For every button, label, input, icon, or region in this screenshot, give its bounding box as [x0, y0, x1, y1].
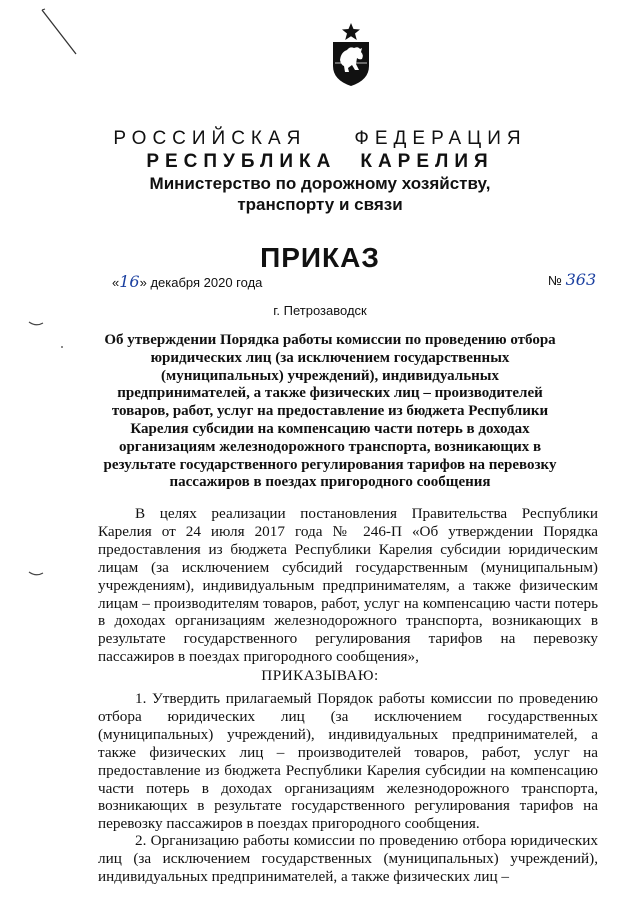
- ministry-line-1: Министерство по дорожному хозяйству,: [149, 174, 491, 193]
- handwritten-day: 16: [119, 272, 140, 291]
- date-open-quote: «: [112, 275, 120, 290]
- city-line: г. Петрозаводск: [273, 303, 367, 318]
- republic-heading: [0, 151, 640, 173]
- preamble-paragraph: В целях реализации постановления Правительства Республики Карелия от 24 июля 2017 года № 246-П «Об утверждении Порядка предоставления из бюджета Республики Карелия субсидии юридическим лицам (за исключением субсидий государственным (муниципальным) учреждениям), индивидуальным предпринимателям, а также физическим лицам – производителям товаров, работ, услуг на компенсацию части потерь в доходах организациям железнодорожного транспорта, возникающих в результате государственного регулирования тарифов на перевозку пассажиров в поездах пригородного сообщения»,: [98, 505, 598, 666]
- number-label: №: [548, 273, 562, 288]
- handwritten-number: 363: [565, 270, 597, 289]
- date-month-year: декабря 2020 года: [150, 275, 263, 290]
- country-word-2: ФЕДЕРАЦИЯ: [354, 128, 527, 149]
- margin-dot: [60, 345, 64, 349]
- republic-word-1: РЕСПУБЛИКА: [146, 151, 337, 172]
- country-heading: [0, 128, 640, 150]
- margin-mark: [28, 320, 44, 328]
- republic-word-2: КАРЕЛИЯ: [360, 151, 494, 172]
- ministry-heading: [0, 173, 640, 215]
- document-number: [548, 270, 596, 289]
- ministry-line-2: транспорту и связи: [237, 195, 403, 214]
- document-date: [112, 272, 262, 291]
- order-word: ПРИКАЗЫВАЮ:: [261, 667, 379, 684]
- karelia-coat-of-arms-icon: [330, 22, 372, 88]
- pen-stroke-mark: [40, 8, 80, 58]
- date-close-quote: »: [139, 275, 147, 290]
- margin-mark: [28, 570, 44, 578]
- document-title: ПРИКАЗ: [260, 242, 380, 273]
- document-subject: Об утверждении Порядка работы комиссии по проведению отбора юридических лиц (за исключением государственных (муниципальных) учреждений), индивидуальных предпринимателей, а также физических лиц – производителей товаров, работ, услуг на предоставление из бюджета Республики Карелия субсидии на компенсацию части потерь в доходах организациям железнодорожного транспорта, возникающих в результате государственного регулирования тарифов на перевозку пассажиров в поездах пригородного сообщения: [103, 332, 557, 491]
- clause-2-paragraph: 2. Организацию работы комиссии по проведению отбора юридических лиц (за исключением государственных (муниципальных) учреждений), индивидуальных предпринимателей, а также физических лиц –: [98, 832, 598, 885]
- clause-1-paragraph: 1. Утвердить прилагаемый Порядок работы комиссии по проведению отбора юридических лиц (за исключением государственных (муниципальных) учреждений), индивидуальных предпринимателей, а также физических лиц – производителей товаров, работ, услуг на предоставление из бюджета Республики Карелия субсидии на компенсацию части потерь в доходах организациям железнодорожного транспорта, возникающих в результате государственного регулирования тарифов на перевозку пассажиров в поездах пригородного сообщения.: [98, 690, 598, 833]
- country-word-1: РОССИЙСКАЯ: [113, 128, 307, 149]
